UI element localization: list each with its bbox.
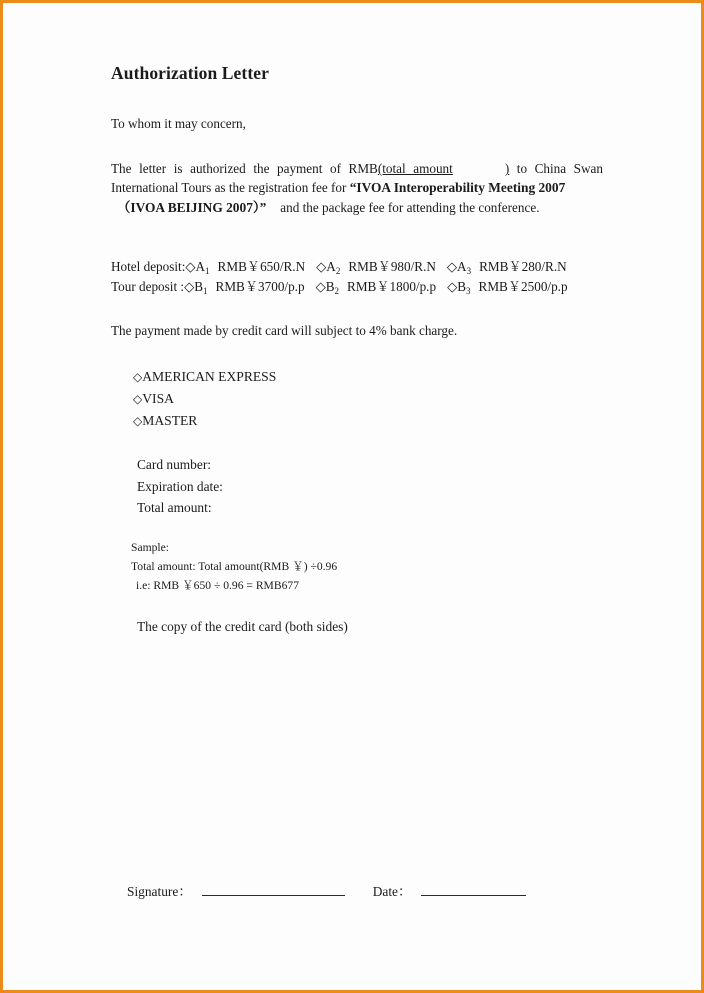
card-number-field[interactable]: Card number: [137, 456, 212, 472]
bank-charge-note: The payment made by credit card will subject to 4% bank charge. [111, 322, 458, 338]
hotel-option-2-amount: 980 [390, 259, 411, 275]
hotel-option-2-code: A [326, 259, 336, 275]
sample-heading: Sample: [131, 541, 169, 555]
hotel-option-1-code: A [195, 259, 206, 275]
total-amount-field[interactable]: Total amount: [137, 500, 212, 516]
tour-option-3-unit: /p.p [547, 278, 568, 294]
deposit-options [111, 257, 603, 297]
tour-option-2-sub: 2 [334, 285, 340, 296]
sample-example [131, 577, 603, 596]
card-detail-fields [137, 454, 603, 519]
hotel-option-2-unit: /R.N [410, 259, 436, 275]
hotel-option-3[interactable] [446, 259, 567, 277]
event-title-line2 [117, 198, 603, 217]
expiration-date-field[interactable]: Expiration date: [137, 478, 223, 494]
tour-option-3[interactable] [447, 279, 568, 294]
auth-text-after: to China Swan International Tours as the registration fee for [111, 161, 603, 196]
signature-label: Signature： [127, 884, 192, 899]
card-type-master[interactable] [133, 410, 603, 432]
tour-option-2-unit: /p.p [415, 278, 437, 294]
hotel-option-3-amount: 280 [521, 259, 542, 275]
diamond-icon: ◇ [133, 391, 143, 406]
diamond-icon: ◇ [184, 278, 195, 294]
hotel-option-3-sub: 3 [466, 266, 472, 277]
tour-option-1-sub: 1 [203, 285, 208, 296]
tour-option-1-code: B [194, 278, 204, 294]
card-type-options [133, 366, 603, 432]
hotel-option-2-sub: 2 [335, 266, 341, 277]
hotel-option-2[interactable] [316, 259, 436, 277]
card-type-amex-label: AMERICAN EXPRESS [142, 368, 277, 384]
sample-calculation [131, 539, 603, 595]
diamond-icon: ◇ [446, 259, 458, 275]
tour-option-2[interactable] [316, 279, 437, 294]
hotel-option-3-code: A [457, 259, 467, 275]
diamond-icon: ◇ [316, 259, 327, 275]
auth-text-before: The letter is authorized the payment of RMB [111, 161, 378, 177]
hotel-option-3-unit: /R.N [541, 259, 567, 275]
credit-card-copy-note: The copy of the credit card (both sides) [137, 619, 348, 635]
auth-text-tail: and the package fee for attending the conference. [280, 199, 540, 215]
hotel-option-1-sub: 1 [205, 266, 210, 277]
tour-option-1-amount: 3700 [258, 278, 285, 294]
signature-date-row [127, 881, 526, 900]
tour-option-3-currency: RMB￥ [478, 278, 522, 294]
salutation-text: To whom it may concern, [111, 116, 246, 131]
hotel-deposit-label: Hotel deposit: [111, 259, 186, 275]
hotel-option-1-currency: RMB￥ [217, 259, 261, 275]
page-title: Authorization Letter [111, 63, 270, 83]
event-title-line1: “IVOA Interoperability Meeting 2007 [349, 180, 566, 196]
hotel-deposit-row [111, 257, 603, 277]
letter-content [111, 63, 603, 637]
tour-option-1-currency: RMB￥ [215, 278, 259, 294]
tour-option-3-amount: 2500 [521, 278, 548, 294]
hotel-option-1[interactable] [185, 259, 306, 277]
authorization-paragraph [111, 159, 603, 217]
tour-option-1[interactable] [184, 279, 305, 294]
tour-option-2-currency: RMB￥ [347, 278, 390, 294]
card-type-amex[interactable] [133, 366, 603, 388]
event-title-line2-text: （IVOA BEIJING 2007）” [117, 199, 267, 215]
diamond-icon: ◇ [447, 278, 458, 294]
hotel-option-1-amount: 650 [260, 259, 280, 275]
auth-underline-close: ) [504, 161, 510, 177]
tour-option-3-sub: 3 [466, 285, 471, 296]
date-label: Date： [372, 884, 412, 899]
diamond-icon: ◇ [185, 259, 196, 275]
signature-input-line[interactable] [202, 883, 345, 896]
hotel-option-3-currency: RMB￥ [479, 259, 522, 275]
card-type-master-label: MASTER [142, 412, 198, 428]
hotel-option-1-unit: /R.N [279, 259, 306, 275]
sample-formula: Total amount: Total amount(RMB ￥) ÷0.96 [131, 559, 338, 573]
tour-option-2-code: B [325, 278, 335, 294]
paper-sheet [3, 3, 701, 990]
card-type-visa[interactable] [133, 388, 603, 410]
tour-option-3-code: B [457, 278, 467, 294]
diamond-icon: ◇ [315, 278, 326, 294]
auth-underline-label: (total amount [377, 161, 453, 177]
diamond-icon: ◇ [133, 369, 143, 384]
tour-deposit-row [111, 277, 603, 297]
hotel-option-2-currency: RMB￥ [348, 259, 391, 275]
sample-example-text: i.e: RMB ￥650 ÷ 0.96 = RMB677 [136, 578, 299, 592]
tour-deposit-label: Tour deposit : [111, 278, 185, 294]
date-input-line[interactable] [421, 883, 526, 896]
tour-option-2-amount: 1800 [389, 278, 416, 294]
auth-underlined-field [378, 161, 509, 176]
card-type-visa-label: VISA [142, 390, 174, 406]
diamond-icon: ◇ [133, 413, 143, 428]
tour-option-1-unit: /p.p [284, 278, 305, 294]
